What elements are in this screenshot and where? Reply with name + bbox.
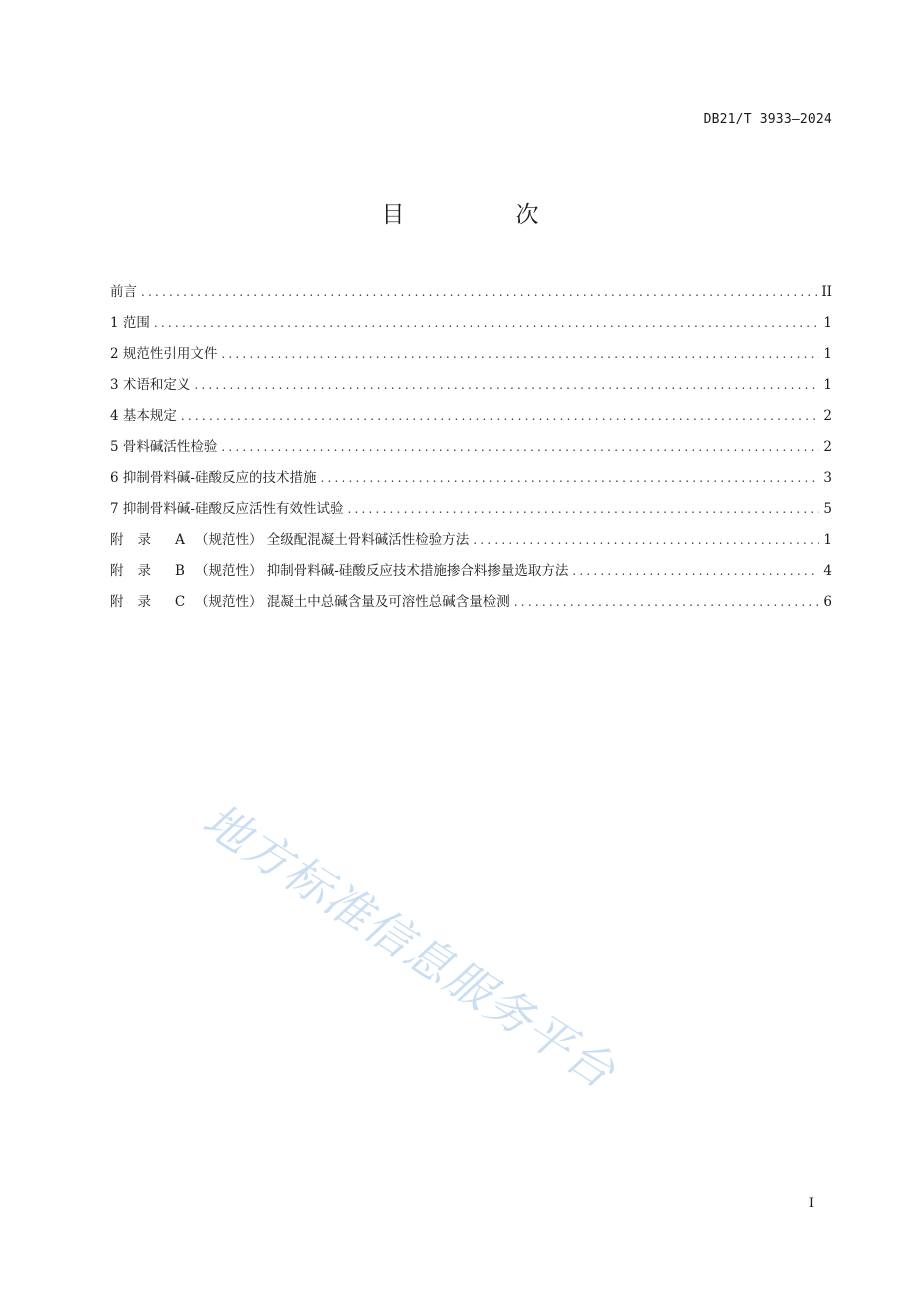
toc-leader-dots: [181, 409, 820, 423]
watermark-text: 地方标准信息服务平台: [193, 792, 626, 1100]
toc-entry-label: 5 骨料碱活性检验: [110, 439, 218, 455]
appendix-type: （规范性）: [195, 594, 263, 610]
toc-entry-page: 1: [823, 346, 832, 362]
toc-entry-appendix-a[interactable]: [110, 528, 832, 559]
appendix-prefix: 附录: [110, 594, 165, 610]
toc-leader-dots: [473, 533, 819, 547]
toc-entry-page: 3: [823, 470, 832, 486]
toc-leader-dots: [347, 502, 819, 516]
toc-entry-label: 6 抑制骨料碱-硅酸反应的技术措施: [110, 470, 317, 486]
toc-leader-dots: [154, 316, 820, 330]
toc-entry-normative-references[interactable]: [110, 342, 832, 373]
toc-entry-scope[interactable]: [110, 311, 832, 342]
toc-entry-label: [110, 559, 568, 579]
toc-entry-appendix-c[interactable]: [110, 590, 832, 621]
appendix-letter: C: [174, 594, 186, 610]
toc-entry-label: 前言: [110, 284, 137, 300]
toc-entry-page: 1: [823, 315, 832, 331]
toc-entry-page: 1: [823, 377, 832, 393]
toc-entry-page: 6: [823, 594, 832, 610]
toc-entry-label: 2 规范性引用文件: [110, 346, 218, 362]
appendix-letter: A: [175, 532, 185, 548]
appendix-prefix: 附录: [110, 532, 165, 548]
toc-entry-page: 2: [823, 408, 832, 424]
appendix-title: 混凝土中总碱含量及可溶性总碱含量检测: [266, 594, 510, 610]
toc-entry-label: 7 抑制骨料碱-硅酸反应活性有效性试验: [110, 501, 344, 517]
toc-entry-foreword[interactable]: [110, 280, 832, 311]
toc-leader-dots: [572, 564, 819, 578]
toc-entry-terms-definitions[interactable]: [110, 373, 832, 404]
toc-leader-dots: [320, 471, 819, 485]
toc-entry-label: 3 术语和定义: [110, 377, 191, 393]
toc-leader-dots: [221, 347, 819, 361]
toc-leader-dots: [141, 285, 817, 299]
toc-entry-page: 4: [823, 563, 832, 579]
toc-entry-page: 1: [823, 532, 832, 548]
toc-leader-dots: [194, 378, 819, 392]
page-title: 目 次: [381, 202, 583, 228]
toc-entry-label: 1 范围: [110, 315, 150, 331]
document-code: DB21/T 3933—2024: [703, 112, 832, 127]
toc-entry-appendix-b[interactable]: [110, 559, 832, 590]
toc-entry-page: 5: [823, 501, 832, 517]
toc-leader-dots: [221, 440, 819, 454]
appendix-type: （规范性）: [195, 532, 263, 548]
appendix-type: （规范性）: [195, 563, 263, 579]
toc-entry-suppression-measures[interactable]: [110, 466, 832, 497]
page-number: I: [808, 1196, 814, 1211]
toc-entry-label: [110, 528, 469, 548]
toc-entry-label: 4 基本规定: [110, 408, 177, 424]
toc-entry-page: II: [821, 284, 832, 300]
toc-entry-page: 2: [823, 439, 832, 455]
toc-entry-basic-provisions[interactable]: [110, 404, 832, 435]
appendix-title: 全级配混凝土骨料碱活性检验方法: [266, 532, 470, 548]
appendix-title: 抑制骨料碱-硅酸反应技术措施掺合料掺量选取方法: [266, 563, 569, 579]
toc-entry-effectiveness-test[interactable]: [110, 497, 832, 528]
appendix-prefix: 附录: [110, 563, 165, 579]
table-of-contents: [110, 280, 832, 621]
toc-entry-aggregate-alkali-test[interactable]: [110, 435, 832, 466]
toc-leader-dots: [514, 595, 820, 609]
appendix-letter: B: [175, 563, 185, 579]
toc-entry-label: [110, 590, 510, 610]
